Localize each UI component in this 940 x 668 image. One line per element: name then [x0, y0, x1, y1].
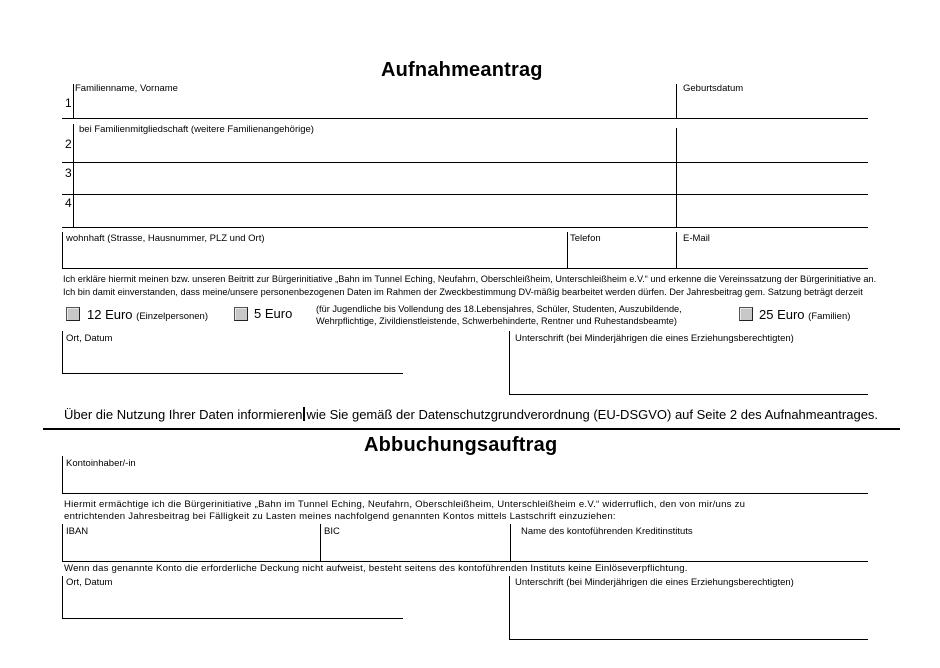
label-iban: IBAN — [66, 526, 89, 537]
privacy-note — [64, 407, 878, 422]
iban-field[interactable] — [64, 538, 319, 560]
place-date-underline — [62, 373, 403, 374]
row1-underline — [62, 118, 868, 119]
option-12-euro-label — [87, 307, 208, 322]
address-left-border — [62, 232, 63, 268]
signature-2-underline — [509, 639, 868, 640]
form-title-aufnahmeantrag: Aufnahmeantrag — [381, 59, 543, 81]
address-field[interactable] — [64, 245, 566, 267]
phone-field[interactable] — [569, 245, 675, 267]
row-number-1: 1 — [65, 96, 72, 110]
option-25-euro-note: (Familien) — [808, 311, 851, 322]
address-divider-2 — [676, 232, 677, 268]
signature-2-left-border — [509, 576, 510, 639]
row4-underline — [62, 227, 868, 228]
checkbox-25-euro[interactable] — [739, 307, 753, 321]
address-divider-1 — [567, 232, 568, 268]
checkbox-12-euro[interactable] — [66, 307, 80, 321]
holder-left-border — [62, 456, 63, 493]
label-signature-2: Unterschrift (bei Minderjährigen die eines Erziehungsberechtigten) — [515, 577, 794, 588]
authorization-text-line2: entrichtenden Jahresbeitrag bei Fälligkeit zu Lasten meines nachfolgend genannten Kontos mittels Lastschrift einzuziehen: — [64, 511, 616, 522]
form-title-abbuchungsauftrag: Abbuchungsauftrag — [364, 434, 558, 456]
declaration-text-line2: Ich bin damit einverstanden, dass meine/unsere personenbezogenen Daten im Rahmen der Zweckbestimmung DV-mäßig bearbeitet werden dürfen. Der Jahresbeitrag gem. Satzung beträgt derzeit — [63, 287, 863, 297]
birthdate-field[interactable] — [678, 95, 868, 117]
place-date-field[interactable] — [64, 345, 402, 372]
declaration-text-line1: Ich erkläre hiermit meinen bzw. unseren Beitritt zur Bürgerinitiative „Bahn im Tunnel Eching, Neufahrn, Oberschleißheim, Unterschleißheim e.V.“ und erkenne die Vereinssatzung der Bürgerinitiative an. — [63, 274, 877, 284]
label-bank-name: Name des kontoführenden Kreditinstituts — [521, 526, 693, 537]
place-date-2-left-border — [62, 576, 63, 618]
row1-divider — [676, 84, 677, 118]
coverage-note: Wenn das genannte Konto die erforderliche Deckung nicht aufweist, besteht seitens des kontoführenden Instituts keine Einlöseverpflichtung. — [64, 563, 688, 574]
row2-underline — [62, 162, 868, 163]
bank-row-underline — [62, 561, 868, 562]
iban-left-border — [62, 524, 63, 561]
section-separator — [43, 428, 900, 430]
family-divider — [676, 128, 677, 227]
bic-field[interactable] — [322, 538, 509, 560]
option-25-euro-label — [759, 307, 850, 322]
label-place-date-2: Ort, Datum — [66, 577, 113, 588]
checkbox-5-euro[interactable] — [234, 307, 248, 321]
option-5-euro-note-line1: (für Jugendliche bis Vollendung des 18.Lebensjahres, Schüler, Studenten, Auszubildende, — [316, 304, 682, 314]
label-name: Familienname, Vorname — [75, 83, 178, 94]
family-member-field-3[interactable] — [75, 164, 675, 192]
signature-left-border — [509, 331, 510, 394]
signature-underline — [509, 394, 868, 395]
place-date-2-underline — [62, 618, 403, 619]
option-12-euro-note: (Einzelpersonen) — [136, 311, 208, 322]
family-member-field-2[interactable] — [75, 136, 675, 160]
holder-underline — [62, 493, 868, 494]
signature-field[interactable] — [511, 345, 868, 393]
place-date-left-border — [62, 331, 63, 373]
family-left-border — [73, 124, 74, 227]
label-signature: Unterschrift (bei Minderjährigen die eines Erziehungsberechtigten) — [515, 333, 794, 344]
privacy-note-part1: Über die Nutzung Ihrer Daten informieren — [64, 407, 303, 422]
label-address: wohnhaft (Strasse, Hausnummer, PLZ und Ort) — [66, 233, 265, 244]
email-field[interactable] — [678, 245, 868, 267]
option-5-euro-label: 5 Euro — [254, 306, 293, 321]
label-phone: Telefon — [570, 233, 601, 244]
name-field[interactable] — [75, 95, 675, 117]
row-number-3: 3 — [65, 166, 72, 180]
bank-left-border — [510, 524, 511, 561]
place-date-2-field[interactable] — [64, 589, 402, 617]
row-number-4: 4 — [65, 196, 72, 210]
address-underline — [62, 268, 868, 269]
row1-left-border — [73, 84, 74, 118]
family-member-field-4[interactable] — [75, 196, 675, 225]
label-place-date: Ort, Datum — [66, 333, 113, 344]
label-bic: BIC — [324, 526, 340, 537]
signature-2-field[interactable] — [511, 589, 868, 638]
row3-underline — [62, 194, 868, 195]
label-account-holder: Kontoinhaber/-in — [66, 458, 136, 469]
label-family-members: bei Familienmitgliedschaft (weitere Familienangehörige) — [79, 124, 314, 135]
bic-left-border — [320, 524, 321, 561]
option-12-euro-amount: 12 Euro — [87, 307, 133, 322]
account-holder-field[interactable] — [64, 470, 867, 492]
option-5-euro-note-line2: Wehrpflichtige, Zivildienstleistende, Schwerbehinderte, Rentner und Ruhestandsbeamte) — [316, 316, 677, 326]
label-birthdate: Geburtsdatum — [683, 83, 744, 94]
label-email: E-Mail — [683, 233, 710, 244]
authorization-text-line1: Hiermit ermächtige ich die Bürgerinitiative „Bahn im Tunnel Eching, Neufahrn, Oberschleißheim, Unterschleißheim e.V.“ widerruflich, den von mir/uns zu — [64, 499, 746, 510]
privacy-note-part2: wie Sie gemäß der Datenschutzgrundverordnung (EU-DSGVO) auf Seite 2 des Aufnahmeantrages. — [306, 407, 879, 422]
bank-name-field[interactable] — [512, 538, 867, 560]
row-number-2: 2 — [65, 137, 72, 151]
option-25-euro-amount: 25 Euro — [759, 307, 805, 322]
